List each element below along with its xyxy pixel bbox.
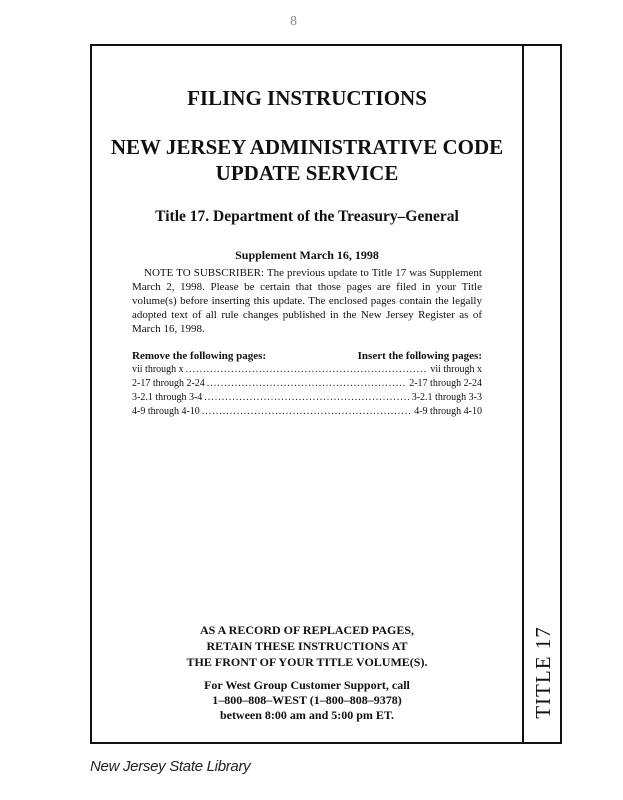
table-row: [132, 392, 482, 406]
support-hours: between 8:00 am and 5:00 pm ET.: [219, 708, 395, 722]
handwritten-mark: 8: [290, 14, 303, 29]
title-heading: Title 17. Department of the Treasury–General: [155, 208, 459, 225]
table-row: [132, 406, 482, 420]
record-line1: AS A RECORD OF REPLACED PAGES,: [199, 623, 415, 637]
record-line2: RETAIN THESE INSTRUCTIONS AT: [206, 639, 408, 653]
code-heading: [92, 134, 522, 186]
insert-pages: 4-9 through 4-10: [414, 406, 482, 417]
remove-pages: 4-9 through 4-10: [132, 406, 200, 417]
insert-pages: vii through x: [430, 364, 482, 375]
leader-dots: [186, 364, 429, 375]
tab-label: TITLE 17: [530, 625, 555, 719]
code-heading-line1: NEW JERSEY ADMINISTRATIVE CODE: [110, 135, 504, 159]
supplement-date: Supplement March 16, 1998: [235, 248, 379, 262]
insert-header: Insert the following pages:: [357, 350, 482, 362]
subscriber-note: NOTE TO SUBSCRIBER: The previous update to Title 17 was Supplement March 2, 1998. Please be certain that those pages are filed in your Title volume(s) before inserting this update. The enclosed pages contain the legally adopted text of all rule changes published in the New Jersey Register as of March 16, 1998.: [132, 267, 482, 335]
table-row: [132, 378, 482, 392]
leader-dots: [207, 378, 407, 389]
page-table-header: [132, 350, 482, 362]
remove-header: Remove the following pages:: [132, 350, 267, 362]
page-replacement-table: [132, 350, 482, 420]
document-title: FILING INSTRUCTIONS: [187, 86, 427, 110]
record-line3: THE FRONT OF YOUR TITLE VOLUME(S).: [186, 655, 428, 669]
customer-support: [92, 678, 522, 723]
code-heading-line2: UPDATE SERVICE: [215, 161, 399, 185]
insert-pages: 2-17 through 2-24: [409, 378, 482, 389]
insert-pages: 3-2.1 through 3-3: [411, 392, 482, 403]
support-phone: 1–800–808–WEST (1–800–808–9378): [212, 693, 402, 707]
leader-dots: [202, 406, 412, 417]
tab-label-container: [524, 612, 562, 732]
table-row: [132, 364, 482, 378]
leader-dots: [204, 392, 409, 403]
support-line1: For West Group Customer Support, call: [204, 678, 410, 692]
library-stamp: New Jersey State Library: [90, 758, 251, 775]
remove-pages: vii through x: [132, 364, 184, 375]
remove-pages: 2-17 through 2-24: [132, 378, 205, 389]
remove-pages: 3-2.1 through 3-4: [132, 392, 203, 403]
record-notice: [92, 622, 522, 670]
